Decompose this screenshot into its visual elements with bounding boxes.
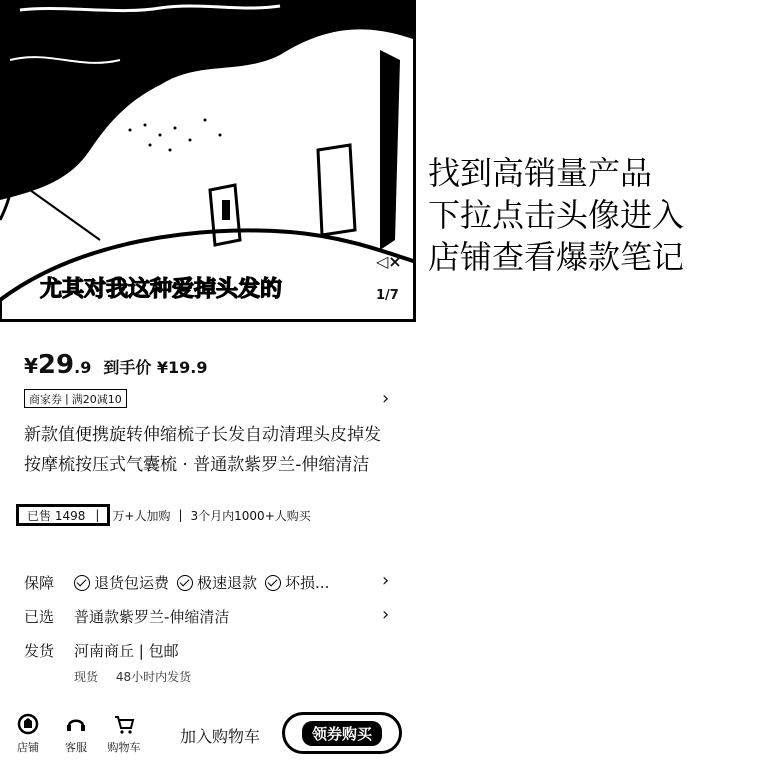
price-row (24, 350, 208, 380)
instruction-line: 店铺查看爆款笔记 (428, 238, 685, 276)
sales-info (16, 504, 311, 526)
price-decimal: .9 (74, 358, 92, 377)
chevron-right-icon[interactable]: › (382, 604, 390, 625)
selected-value: 普通款紫罗兰-伸缩清洁 (74, 608, 230, 626)
shipping-row (24, 640, 179, 661)
added-to-cart-count: 万+人加购 (112, 508, 171, 523)
check-circle-icon (74, 575, 90, 591)
headset-icon (65, 713, 87, 735)
price-integer: 29 (37, 350, 75, 380)
buy-label: 领券购买 (302, 721, 382, 746)
mute-icon[interactable]: ◁× (376, 252, 402, 271)
coupon-badge[interactable] (24, 389, 127, 408)
final-price: 到手价 ¥19.9 (103, 358, 208, 377)
sold-bar: | (95, 508, 100, 522)
cart-button[interactable] (104, 713, 144, 755)
currency-symbol: ¥ (24, 354, 38, 378)
recent-purchases: 3个月内1000+人购买 (190, 508, 311, 523)
ship-time: 48小时内发货 (115, 670, 192, 684)
guarantee-item (74, 572, 169, 593)
guarantee-label: 保障 (24, 574, 55, 592)
cart-icon (113, 713, 135, 735)
guarantee-item (265, 572, 329, 593)
guarantee-item (177, 572, 257, 593)
shipping-value: 河南商丘 | 包邮 (74, 642, 179, 660)
guarantee-text: 坏损... (285, 574, 330, 592)
shop-icon (17, 713, 39, 735)
check-circle-icon (265, 575, 281, 591)
selected-label: 已选 (24, 608, 55, 626)
product-title: 新款值便携旋转伸缩梳子长发自动清理头皮掉发按摩梳按压式气囊梳 · 普通款紫罗兰-伸缩清洁 (24, 425, 381, 475)
shop-label: 店铺 (17, 741, 39, 754)
stock-status: 现货 (74, 670, 99, 684)
buy-button[interactable] (282, 712, 402, 754)
video-caption: 尤其对我这种爱掉头发的 (40, 277, 283, 302)
check-circle-icon (177, 575, 193, 591)
image-counter: 1/7 (376, 288, 399, 303)
service-label: 客服 (65, 741, 87, 754)
sold-count-box (16, 504, 110, 526)
chevron-right-icon[interactable]: › (382, 570, 390, 591)
shipping-detail (74, 668, 191, 685)
add-to-cart-button[interactable]: 加入购物车 (180, 727, 261, 746)
cart-label: 购物车 (107, 741, 141, 754)
sold-count: 已售 1498 (27, 508, 86, 523)
service-button[interactable] (56, 713, 96, 755)
coupon-separator: | (65, 392, 69, 405)
shop-button[interactable] (8, 713, 48, 755)
shipping-label: 发货 (24, 642, 55, 660)
selected-row[interactable] (24, 606, 229, 627)
guarantee-row[interactable] (24, 572, 337, 593)
product-image[interactable] (0, 0, 416, 322)
instruction-overlay (428, 152, 758, 278)
instruction-line: 找到高销量产品 (428, 154, 653, 192)
coupon-text: 满20减10 (71, 392, 122, 406)
guarantee-text: 极速退款 (197, 574, 258, 592)
sales-divider: | (178, 508, 183, 522)
coupon-tag: 商家券 (29, 392, 62, 406)
instruction-line: 下拉点击头像进入 (428, 196, 685, 234)
guarantee-text: 退货包运费 (94, 574, 170, 592)
chevron-right-icon[interactable]: › (382, 388, 390, 409)
